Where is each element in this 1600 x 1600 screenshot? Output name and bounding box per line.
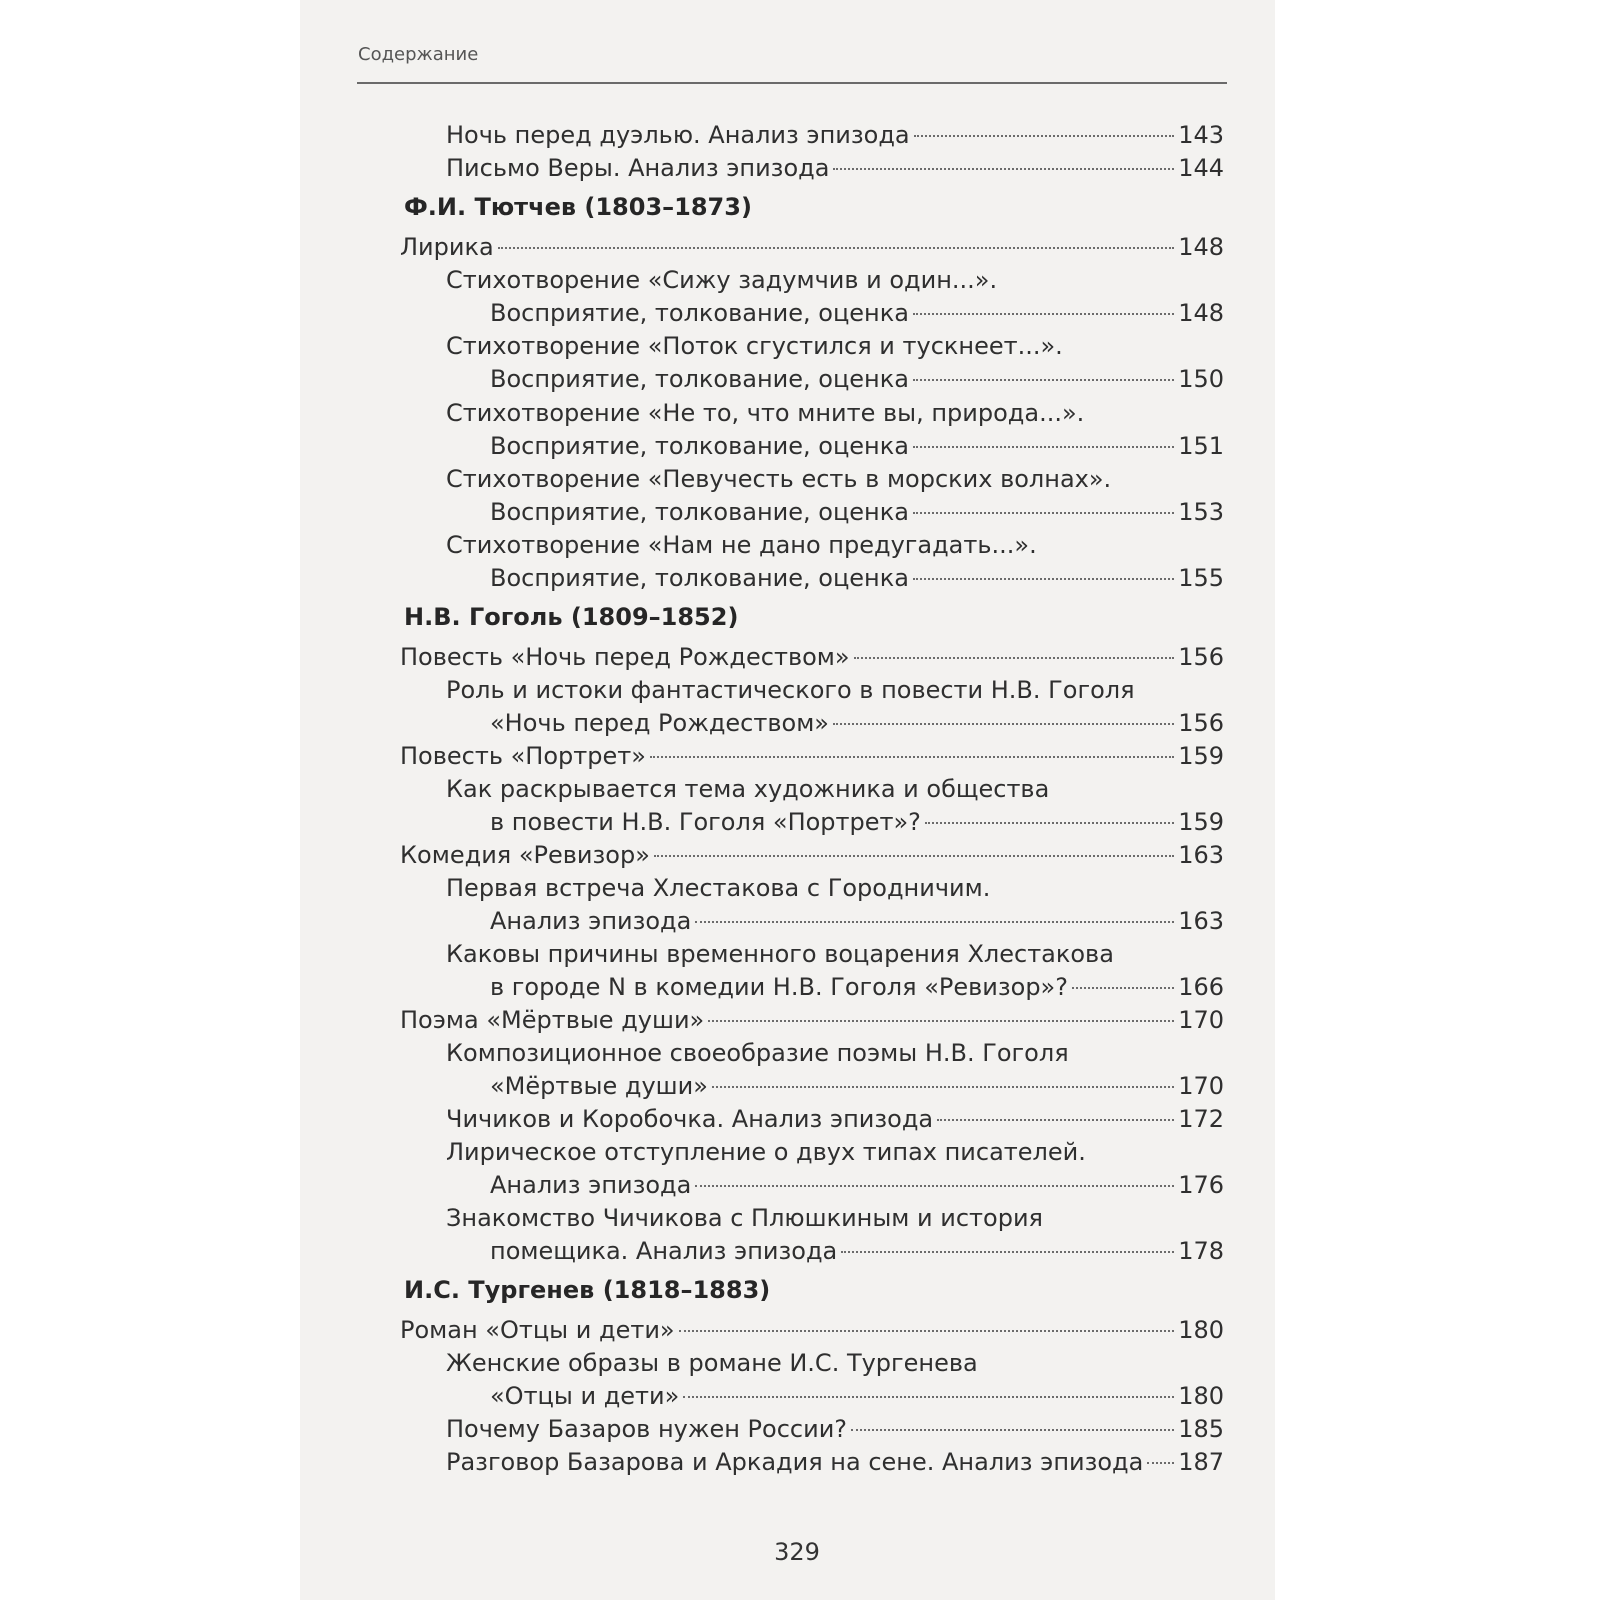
dot-leader [708, 1019, 1174, 1022]
toc-line: Стихотворение «Не то, что мните вы, природа...». [446, 399, 1085, 427]
toc-entry-title: Письмо Веры. Анализ эпизода [446, 154, 830, 182]
toc-entry-page: 155 [1178, 564, 1224, 592]
toc-entry-title: Ночь перед дуэлью. Анализ эпизода [446, 121, 910, 149]
toc-entry-title: Анализ эпизода [490, 907, 692, 935]
dot-leader [913, 312, 1174, 315]
toc-entry-page: 144 [1178, 154, 1224, 182]
dot-leader [695, 920, 1174, 923]
toc-entry-title: Восприятие, толкование, оценка [490, 564, 909, 592]
toc-entry [446, 1414, 1224, 1444]
page-number: 329 [774, 1538, 820, 1566]
dot-leader [679, 1329, 1174, 1332]
toc-entry-title: «Отцы и дети» [490, 1382, 680, 1410]
toc-entry-page: 180 [1178, 1382, 1224, 1410]
toc-entry-page: 156 [1178, 643, 1224, 671]
section-heading: Ф.И. Тютчев (1803–1873) [404, 193, 752, 221]
toc-entry-page: 148 [1178, 299, 1224, 327]
toc-entry-page: 151 [1178, 432, 1224, 460]
toc-entry [400, 741, 1224, 771]
toc-entry [400, 1315, 1224, 1345]
toc-entry [490, 807, 1224, 837]
dot-leader [925, 821, 1174, 824]
toc-entry [446, 1447, 1224, 1477]
toc-entry [490, 298, 1224, 328]
toc-entry-page: 185 [1178, 1415, 1224, 1443]
toc-entry-title: Восприятие, толкование, оценка [490, 498, 909, 526]
toc-entry-title: «Мёртвые души» [490, 1072, 708, 1100]
toc-entry [490, 906, 1224, 936]
toc-line: Знакомство Чичикова с Плюшкиным и история [446, 1204, 1043, 1232]
toc-entry-page: 172 [1178, 1105, 1224, 1133]
toc-entry-title: Анализ эпизода [490, 1171, 692, 1199]
toc-entry-page: 170 [1178, 1006, 1224, 1034]
toc-entry-page: 187 [1178, 1448, 1224, 1476]
toc-entry-page: 150 [1178, 365, 1224, 393]
toc-entry-title: Лирика [400, 233, 494, 261]
toc-entry [490, 1236, 1224, 1266]
toc-entry-page: 178 [1178, 1237, 1224, 1265]
toc-entry-page: 159 [1178, 742, 1224, 770]
toc-entry-title: Повесть «Портрет» [400, 742, 646, 770]
toc-line: Стихотворение «Сижу задумчив и один...». [446, 266, 998, 294]
toc-entry [400, 1005, 1224, 1035]
toc-line: Лирическое отступление о двух типах писателей. [446, 1138, 1086, 1166]
toc-entry-page: 159 [1178, 808, 1224, 836]
toc-entry-page: 176 [1178, 1171, 1224, 1199]
toc-entry-title: Повесть «Ночь перед Рождеством» [400, 643, 850, 671]
toc-entry [490, 972, 1224, 1002]
toc-line: Женские образы в романе И.С. Тургенева [446, 1349, 978, 1377]
toc-entry [446, 1104, 1224, 1134]
toc-entry [490, 708, 1224, 738]
toc-entry-title: помещика. Анализ эпизода [490, 1237, 838, 1265]
toc-entry-title: Восприятие, толкование, оценка [490, 365, 909, 393]
toc-entry-title: в городе N в комедии Н.В. Гоголя «Ревизор»? [490, 973, 1068, 1001]
toc-line: Стихотворение «Поток сгустился и тускнеет...». [446, 332, 1063, 360]
toc-line: Стихотворение «Нам не дано предугадать...». [446, 531, 1037, 559]
toc-entry [490, 1170, 1224, 1200]
dot-leader [841, 1250, 1174, 1253]
toc-entry-title: Восприятие, толкование, оценка [490, 432, 909, 460]
toc-entry [490, 1071, 1224, 1101]
toc-entry-title: Поэма «Мёртвые души» [400, 1006, 705, 1034]
toc-entry-page: 163 [1178, 907, 1224, 935]
dot-leader [914, 134, 1174, 137]
section-heading: И.С. Тургенев (1818–1883) [404, 1276, 771, 1304]
dot-leader [498, 246, 1174, 249]
dot-leader [683, 1395, 1174, 1398]
toc-line: Композиционное своеобразие поэмы Н.В. Гоголя [446, 1039, 1069, 1067]
dot-leader [1147, 1461, 1174, 1464]
toc-entry [400, 840, 1224, 870]
toc-entry-page: 156 [1178, 709, 1224, 737]
toc-entry-title: Комедия «Ревизор» [400, 841, 650, 869]
dot-leader [654, 854, 1174, 857]
toc-entry [490, 497, 1224, 527]
toc-entry-title: Чичиков и Коробочка. Анализ эпизода [446, 1105, 934, 1133]
dot-leader [833, 722, 1174, 725]
toc-entry-page: 153 [1178, 498, 1224, 526]
dot-leader [913, 577, 1174, 580]
toc-entry [446, 120, 1224, 150]
dot-leader [851, 1428, 1174, 1431]
toc-line: Стихотворение «Певучесть есть в морских волнах». [446, 465, 1112, 493]
dot-leader [854, 656, 1174, 659]
toc-entry [400, 232, 1224, 262]
dot-leader [937, 1118, 1174, 1121]
toc-line: Первая встреча Хлестакова с Городничим. [446, 874, 991, 902]
toc-line: Каковы причины временного воцарения Хлестакова [446, 940, 1114, 968]
toc-entry-page: 180 [1178, 1316, 1224, 1344]
dot-leader [650, 755, 1174, 758]
toc-entry [490, 563, 1224, 593]
toc-entry-title: Восприятие, толкование, оценка [490, 299, 909, 327]
toc-entry-page: 170 [1178, 1072, 1224, 1100]
toc-line: Роль и истоки фантастического в повести Н.В. Гоголя [446, 676, 1135, 704]
toc-entry-page: 166 [1178, 973, 1224, 1001]
toc-entry-page: 148 [1178, 233, 1224, 261]
dot-leader [695, 1184, 1174, 1187]
dot-leader [913, 511, 1174, 514]
dot-leader [1072, 986, 1174, 989]
running-head: Содержание [358, 44, 479, 65]
toc-entry [490, 1381, 1224, 1411]
toc-entry [446, 153, 1224, 183]
toc-entry-title: «Ночь перед Рождеством» [490, 709, 829, 737]
toc-entry [400, 642, 1224, 672]
dot-leader [712, 1085, 1174, 1088]
toc-entry-page: 143 [1178, 121, 1224, 149]
dot-leader [833, 167, 1174, 170]
toc-entry-title: Почему Базаров нужен России? [446, 1415, 848, 1443]
toc-line: Как раскрывается тема художника и общества [446, 775, 1050, 803]
toc-entry [490, 431, 1224, 461]
toc-entry [490, 364, 1224, 394]
dot-leader [913, 445, 1174, 448]
toc-entry-page: 163 [1178, 841, 1224, 869]
toc-entry-title: в повести Н.В. Гоголя «Портрет»? [490, 808, 921, 836]
toc-entry-title: Роман «Отцы и дети» [400, 1316, 675, 1344]
section-heading: Н.В. Гоголь (1809–1852) [404, 603, 739, 631]
dot-leader [913, 378, 1174, 381]
toc-entry-title: Разговор Базарова и Аркадия на сене. Анализ эпизода [446, 1448, 1144, 1476]
